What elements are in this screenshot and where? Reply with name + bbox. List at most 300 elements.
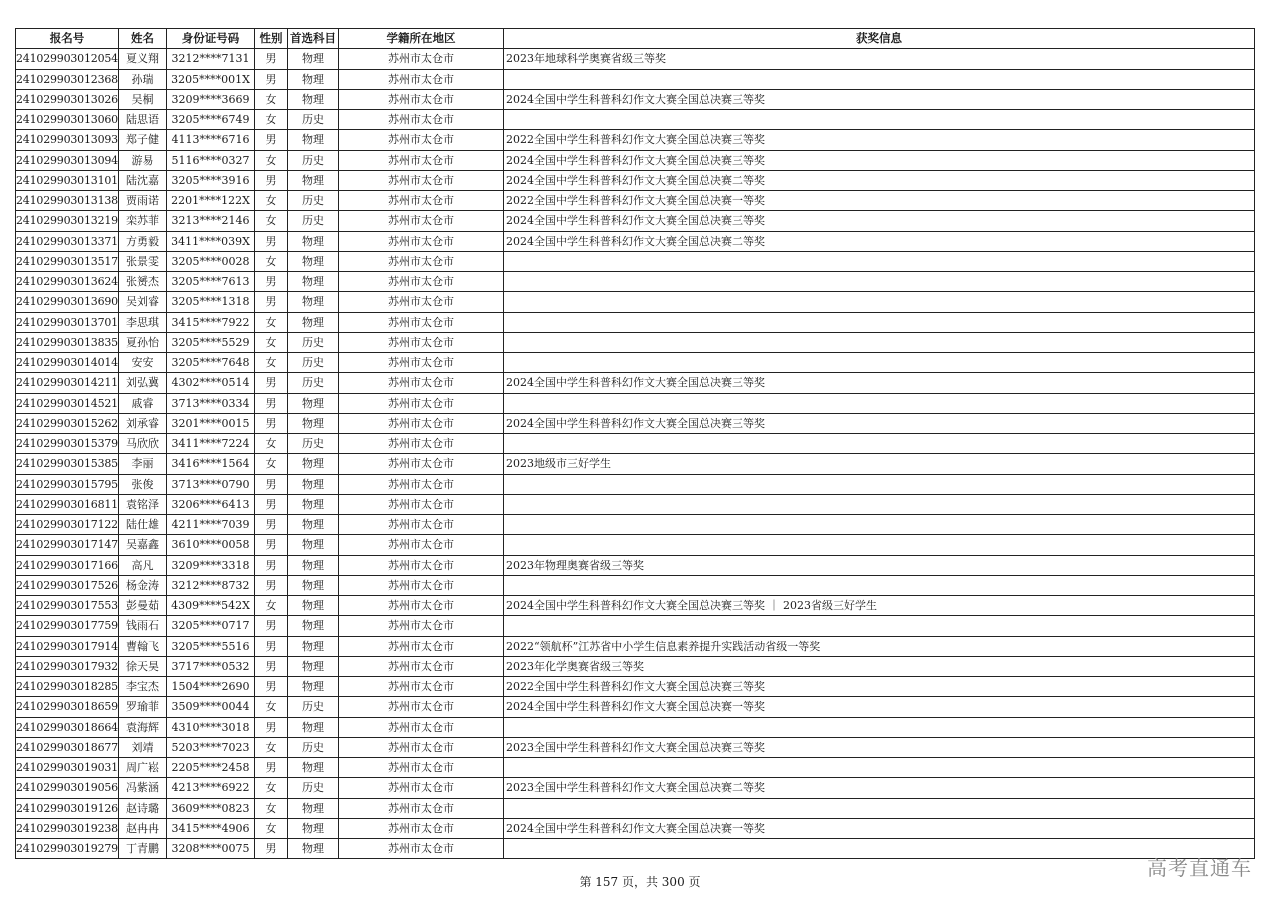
cell-id-number: 4213****6922 <box>167 778 255 798</box>
cell-gender: 女 <box>255 697 288 717</box>
cell-awards: 2022“领航杯”江苏省中小学生信息素养提升实践活动省级一等奖 <box>504 636 1255 656</box>
cell-registration-no: 241029903014521 <box>16 393 119 413</box>
cell-region: 苏州市太仓市 <box>339 454 504 474</box>
cell-id-number: 3201****0015 <box>167 413 255 433</box>
cell-awards: 2024全国中学生科普科幻作文大赛全国总决赛一等奖 <box>504 818 1255 838</box>
cell-region: 苏州市太仓市 <box>339 373 504 393</box>
cell-name: 刘靖 <box>119 737 167 757</box>
cell-id-number: 3415****7922 <box>167 312 255 332</box>
cell-gender: 男 <box>255 616 288 636</box>
table-row <box>16 292 1255 312</box>
cell-region: 苏州市太仓市 <box>339 697 504 717</box>
cell-id-number: 3717****0532 <box>167 656 255 676</box>
cell-awards: 2023全国中学生科普科幻作文大赛全国总决赛二等奖 <box>504 778 1255 798</box>
table-row <box>16 110 1255 130</box>
cell-registration-no: 241029903018659 <box>16 697 119 717</box>
results-table-container <box>15 28 1255 859</box>
cell-gender: 男 <box>255 474 288 494</box>
cell-region: 苏州市太仓市 <box>339 677 504 697</box>
cell-gender: 女 <box>255 191 288 211</box>
cell-gender: 男 <box>255 636 288 656</box>
cell-subject: 物理 <box>288 170 339 190</box>
cell-id-number: 3205****5529 <box>167 332 255 352</box>
cell-awards <box>504 110 1255 130</box>
cell-registration-no: 241029903014014 <box>16 353 119 373</box>
cell-region: 苏州市太仓市 <box>339 150 504 170</box>
cell-subject: 物理 <box>288 272 339 292</box>
cell-id-number: 3205****1318 <box>167 292 255 312</box>
table-row <box>16 272 1255 292</box>
cell-subject: 物理 <box>288 312 339 332</box>
cell-id-number: 3205****0717 <box>167 616 255 636</box>
cell-subject: 物理 <box>288 798 339 818</box>
cell-region: 苏州市太仓市 <box>339 596 504 616</box>
cell-gender: 男 <box>255 555 288 575</box>
cell-name: 陆思语 <box>119 110 167 130</box>
cell-id-number: 3713****0790 <box>167 474 255 494</box>
cell-awards <box>504 474 1255 494</box>
cell-name: 吴嘉鑫 <box>119 535 167 555</box>
cell-subject: 物理 <box>288 413 339 433</box>
cell-region: 苏州市太仓市 <box>339 393 504 413</box>
cell-awards <box>504 292 1255 312</box>
cell-name: 赵诗璐 <box>119 798 167 818</box>
cell-subject: 物理 <box>288 474 339 494</box>
cell-awards: 2023年地球科学奥赛省级三等奖 <box>504 49 1255 69</box>
cell-registration-no: 241029903017526 <box>16 575 119 595</box>
cell-region: 苏州市太仓市 <box>339 494 504 514</box>
cell-subject: 历史 <box>288 778 339 798</box>
cell-id-number: 4309****542X <box>167 596 255 616</box>
cell-id-number: 3209****3669 <box>167 89 255 109</box>
cell-name: 戚睿 <box>119 393 167 413</box>
cell-id-number: 3213****2146 <box>167 211 255 231</box>
cell-region: 苏州市太仓市 <box>339 515 504 535</box>
cell-awards: 2024全国中学生科普科幻作文大赛全国总决赛二等奖 <box>504 231 1255 251</box>
table-row <box>16 555 1255 575</box>
cell-region: 苏州市太仓市 <box>339 474 504 494</box>
cell-region: 苏州市太仓市 <box>339 717 504 737</box>
cell-registration-no: 241029903019031 <box>16 758 119 778</box>
cell-gender: 女 <box>255 353 288 373</box>
cell-region: 苏州市太仓市 <box>339 758 504 778</box>
cell-region: 苏州市太仓市 <box>339 434 504 454</box>
cell-registration-no: 241029903017147 <box>16 535 119 555</box>
cell-subject: 历史 <box>288 110 339 130</box>
cell-name: 吴刘睿 <box>119 292 167 312</box>
cell-subject: 历史 <box>288 353 339 373</box>
cell-subject: 物理 <box>288 575 339 595</box>
cell-region: 苏州市太仓市 <box>339 353 504 373</box>
cell-gender: 男 <box>255 170 288 190</box>
cell-subject: 物理 <box>288 89 339 109</box>
cell-region: 苏州市太仓市 <box>339 49 504 69</box>
cell-gender: 女 <box>255 332 288 352</box>
cell-name: 袁海辉 <box>119 717 167 737</box>
cell-id-number: 3205****7648 <box>167 353 255 373</box>
header-id-number: 身份证号码 <box>167 29 255 49</box>
cell-id-number: 3609****0823 <box>167 798 255 818</box>
cell-name: 夏义翔 <box>119 49 167 69</box>
cell-gender: 女 <box>255 211 288 231</box>
cell-awards <box>504 798 1255 818</box>
cell-region: 苏州市太仓市 <box>339 737 504 757</box>
table-row <box>16 636 1255 656</box>
cell-awards: 2023全国中学生科普科幻作文大赛全国总决赛三等奖 <box>504 737 1255 757</box>
cell-name: 孙瑞 <box>119 69 167 89</box>
cell-subject: 物理 <box>288 616 339 636</box>
cell-name: 刘承睿 <box>119 413 167 433</box>
cell-name: 杨金涛 <box>119 575 167 595</box>
table-row <box>16 130 1255 150</box>
cell-registration-no: 241029903013094 <box>16 150 119 170</box>
cell-awards <box>504 717 1255 737</box>
cell-id-number: 4211****7039 <box>167 515 255 535</box>
cell-region: 苏州市太仓市 <box>339 251 504 271</box>
cell-id-number: 3509****0044 <box>167 697 255 717</box>
cell-name: 李思琪 <box>119 312 167 332</box>
cell-subject: 历史 <box>288 697 339 717</box>
cell-registration-no: 241029903018664 <box>16 717 119 737</box>
cell-awards: 2024全国中学生科普科幻作文大赛全国总决赛三等奖 ｜ 2023省级三好学生 <box>504 596 1255 616</box>
cell-name: 方勇毅 <box>119 231 167 251</box>
table-row <box>16 758 1255 778</box>
cell-region: 苏州市太仓市 <box>339 292 504 312</box>
cell-region: 苏州市太仓市 <box>339 191 504 211</box>
cell-subject: 历史 <box>288 150 339 170</box>
cell-region: 苏州市太仓市 <box>339 89 504 109</box>
cell-name: 罗瑜菲 <box>119 697 167 717</box>
cell-name: 郑子健 <box>119 130 167 150</box>
cell-registration-no: 241029903013690 <box>16 292 119 312</box>
cell-gender: 男 <box>255 373 288 393</box>
cell-region: 苏州市太仓市 <box>339 130 504 150</box>
cell-id-number: 3205****7613 <box>167 272 255 292</box>
table-row <box>16 494 1255 514</box>
cell-awards: 2022全国中学生科普科幻作文大赛全国总决赛三等奖 <box>504 677 1255 697</box>
table-row <box>16 211 1255 231</box>
cell-id-number: 3209****3318 <box>167 555 255 575</box>
cell-id-number: 3205****001X <box>167 69 255 89</box>
cell-registration-no: 241029903013371 <box>16 231 119 251</box>
cell-name: 游易 <box>119 150 167 170</box>
cell-awards: 2024全国中学生科普科幻作文大赛全国总决赛三等奖 <box>504 150 1255 170</box>
table-header-row <box>16 29 1255 49</box>
cell-registration-no: 241029903013093 <box>16 130 119 150</box>
cell-awards: 2024全国中学生科普科幻作文大赛全国总决赛三等奖 <box>504 373 1255 393</box>
cell-subject: 历史 <box>288 737 339 757</box>
cell-registration-no: 241029903013701 <box>16 312 119 332</box>
cell-name: 李丽 <box>119 454 167 474</box>
cell-registration-no: 241029903014211 <box>16 373 119 393</box>
table-row <box>16 677 1255 697</box>
cell-subject: 物理 <box>288 555 339 575</box>
cell-gender: 男 <box>255 758 288 778</box>
table-row <box>16 312 1255 332</box>
cell-gender: 女 <box>255 150 288 170</box>
cell-name: 张俊 <box>119 474 167 494</box>
cell-subject: 历史 <box>288 332 339 352</box>
cell-awards <box>504 353 1255 373</box>
header-name: 姓名 <box>119 29 167 49</box>
cell-awards: 2024全国中学生科普科幻作文大赛全国总决赛三等奖 <box>504 211 1255 231</box>
cell-awards <box>504 515 1255 535</box>
cell-region: 苏州市太仓市 <box>339 616 504 636</box>
cell-region: 苏州市太仓市 <box>339 69 504 89</box>
cell-subject: 物理 <box>288 717 339 737</box>
cell-awards <box>504 434 1255 454</box>
cell-region: 苏州市太仓市 <box>339 170 504 190</box>
cell-subject: 物理 <box>288 49 339 69</box>
cell-name: 陆沈嘉 <box>119 170 167 190</box>
cell-awards <box>504 393 1255 413</box>
cell-id-number: 5116****0327 <box>167 150 255 170</box>
table-row <box>16 231 1255 251</box>
cell-subject: 历史 <box>288 434 339 454</box>
cell-name: 张景雯 <box>119 251 167 271</box>
cell-name: 李宝杰 <box>119 677 167 697</box>
cell-registration-no: 241029903013624 <box>16 272 119 292</box>
cell-awards: 2023年物理奥赛省级三等奖 <box>504 555 1255 575</box>
cell-registration-no: 241029903015385 <box>16 454 119 474</box>
table-row <box>16 251 1255 271</box>
cell-id-number: 3205****5516 <box>167 636 255 656</box>
cell-registration-no: 241029903012054 <box>16 49 119 69</box>
cell-awards <box>504 535 1255 555</box>
cell-awards <box>504 616 1255 636</box>
cell-subject: 物理 <box>288 636 339 656</box>
table-row <box>16 89 1255 109</box>
cell-registration-no: 241029903019056 <box>16 778 119 798</box>
cell-id-number: 3205****3916 <box>167 170 255 190</box>
cell-gender: 女 <box>255 454 288 474</box>
cell-awards: 2023年化学奥赛省级三等奖 <box>504 656 1255 676</box>
cell-region: 苏州市太仓市 <box>339 818 504 838</box>
table-row <box>16 596 1255 616</box>
cell-awards <box>504 69 1255 89</box>
page-footer: 第 157 页，共 300 页 <box>579 875 701 889</box>
watermark: 高考直通车 <box>1147 856 1252 880</box>
cell-name: 吴桐 <box>119 89 167 109</box>
cell-registration-no: 241029903017932 <box>16 656 119 676</box>
cell-gender: 男 <box>255 413 288 433</box>
cell-awards: 2024全国中学生科普科幻作文大赛全国总决赛一等奖 <box>504 697 1255 717</box>
cell-region: 苏州市太仓市 <box>339 636 504 656</box>
table-row <box>16 656 1255 676</box>
cell-name: 钱雨石 <box>119 616 167 636</box>
cell-gender: 男 <box>255 130 288 150</box>
header-awards: 获奖信息 <box>504 29 1255 49</box>
cell-subject: 历史 <box>288 373 339 393</box>
cell-gender: 女 <box>255 818 288 838</box>
cell-gender: 男 <box>255 839 288 859</box>
cell-registration-no: 241029903013060 <box>16 110 119 130</box>
cell-subject: 物理 <box>288 839 339 859</box>
cell-region: 苏州市太仓市 <box>339 211 504 231</box>
cell-registration-no: 241029903013101 <box>16 170 119 190</box>
cell-gender: 男 <box>255 717 288 737</box>
cell-id-number: 3411****039X <box>167 231 255 251</box>
table-row <box>16 737 1255 757</box>
cell-registration-no: 241029903013517 <box>16 251 119 271</box>
table-row <box>16 798 1255 818</box>
cell-name: 赵冉冉 <box>119 818 167 838</box>
cell-region: 苏州市太仓市 <box>339 413 504 433</box>
table-row <box>16 697 1255 717</box>
cell-name: 曹翰飞 <box>119 636 167 656</box>
table-row <box>16 839 1255 859</box>
cell-subject: 历史 <box>288 191 339 211</box>
cell-name: 栾苏菲 <box>119 211 167 231</box>
cell-subject: 物理 <box>288 251 339 271</box>
cell-awards: 2022全国中学生科普科幻作文大赛全国总决赛三等奖 <box>504 130 1255 150</box>
cell-awards <box>504 312 1255 332</box>
cell-registration-no: 241029903017122 <box>16 515 119 535</box>
cell-name: 周广崧 <box>119 758 167 778</box>
cell-region: 苏州市太仓市 <box>339 798 504 818</box>
cell-registration-no: 241029903019238 <box>16 818 119 838</box>
cell-region: 苏州市太仓市 <box>339 555 504 575</box>
table-row <box>16 535 1255 555</box>
cell-name: 彭曼茹 <box>119 596 167 616</box>
cell-awards <box>504 332 1255 352</box>
cell-id-number: 4113****6716 <box>167 130 255 150</box>
cell-subject: 物理 <box>288 515 339 535</box>
cell-region: 苏州市太仓市 <box>339 656 504 676</box>
cell-registration-no: 241029903013026 <box>16 89 119 109</box>
cell-gender: 男 <box>255 656 288 676</box>
cell-name: 丁青鹏 <box>119 839 167 859</box>
cell-id-number: 3205****0028 <box>167 251 255 271</box>
cell-gender: 男 <box>255 677 288 697</box>
cell-awards: 2024全国中学生科普科幻作文大赛全国总决赛二等奖 <box>504 170 1255 190</box>
cell-gender: 男 <box>255 49 288 69</box>
cell-registration-no: 241029903013219 <box>16 211 119 231</box>
cell-subject: 物理 <box>288 69 339 89</box>
table-row <box>16 474 1255 494</box>
cell-gender: 女 <box>255 89 288 109</box>
cell-id-number: 2205****2458 <box>167 758 255 778</box>
table-row <box>16 150 1255 170</box>
cell-subject: 物理 <box>288 535 339 555</box>
cell-id-number: 3206****6413 <box>167 494 255 514</box>
cell-region: 苏州市太仓市 <box>339 110 504 130</box>
cell-gender: 女 <box>255 596 288 616</box>
cell-subject: 物理 <box>288 494 339 514</box>
table-row <box>16 454 1255 474</box>
header-region: 学籍所在地区 <box>339 29 504 49</box>
cell-registration-no: 241029903019126 <box>16 798 119 818</box>
cell-subject: 物理 <box>288 656 339 676</box>
table-row <box>16 353 1255 373</box>
cell-awards: 2022全国中学生科普科幻作文大赛全国总决赛一等奖 <box>504 191 1255 211</box>
cell-name: 马欣欣 <box>119 434 167 454</box>
cell-region: 苏州市太仓市 <box>339 332 504 352</box>
cell-subject: 物理 <box>288 292 339 312</box>
cell-id-number: 4302****0514 <box>167 373 255 393</box>
cell-awards <box>504 494 1255 514</box>
cell-id-number: 3416****1564 <box>167 454 255 474</box>
table-row <box>16 413 1255 433</box>
cell-subject: 物理 <box>288 454 339 474</box>
cell-subject: 物理 <box>288 677 339 697</box>
cell-region: 苏州市太仓市 <box>339 575 504 595</box>
cell-gender: 女 <box>255 798 288 818</box>
cell-id-number: 3212****7131 <box>167 49 255 69</box>
cell-gender: 男 <box>255 292 288 312</box>
table-row <box>16 191 1255 211</box>
cell-registration-no: 241029903012368 <box>16 69 119 89</box>
cell-registration-no: 241029903015262 <box>16 413 119 433</box>
cell-name: 徐天昊 <box>119 656 167 676</box>
table-row <box>16 616 1255 636</box>
cell-awards <box>504 758 1255 778</box>
header-gender: 性别 <box>255 29 288 49</box>
cell-gender: 女 <box>255 312 288 332</box>
cell-gender: 女 <box>255 778 288 798</box>
table-row <box>16 332 1255 352</box>
cell-region: 苏州市太仓市 <box>339 839 504 859</box>
cell-registration-no: 241029903015379 <box>16 434 119 454</box>
cell-subject: 物理 <box>288 818 339 838</box>
cell-id-number: 3415****4906 <box>167 818 255 838</box>
table-row <box>16 778 1255 798</box>
table-row <box>16 434 1255 454</box>
header-subject: 首选科目 <box>288 29 339 49</box>
table-row <box>16 575 1255 595</box>
cell-id-number: 3208****0075 <box>167 839 255 859</box>
cell-name: 安安 <box>119 353 167 373</box>
cell-registration-no: 241029903017166 <box>16 555 119 575</box>
table-row <box>16 69 1255 89</box>
cell-name: 高凡 <box>119 555 167 575</box>
cell-gender: 男 <box>255 393 288 413</box>
cell-gender: 男 <box>255 535 288 555</box>
cell-awards <box>504 575 1255 595</box>
cell-gender: 女 <box>255 251 288 271</box>
cell-gender: 男 <box>255 575 288 595</box>
cell-region: 苏州市太仓市 <box>339 231 504 251</box>
cell-awards: 2024全国中学生科普科幻作文大赛全国总决赛三等奖 <box>504 89 1255 109</box>
cell-region: 苏州市太仓市 <box>339 535 504 555</box>
cell-region: 苏州市太仓市 <box>339 312 504 332</box>
cell-name: 贾雨诺 <box>119 191 167 211</box>
cell-registration-no: 241029903018677 <box>16 737 119 757</box>
cell-registration-no: 241029903016811 <box>16 494 119 514</box>
cell-id-number: 3713****0334 <box>167 393 255 413</box>
cell-name: 张赟杰 <box>119 272 167 292</box>
cell-awards <box>504 251 1255 271</box>
cell-registration-no: 241029903015795 <box>16 474 119 494</box>
cell-gender: 男 <box>255 69 288 89</box>
cell-region: 苏州市太仓市 <box>339 272 504 292</box>
cell-subject: 物理 <box>288 231 339 251</box>
cell-awards: 2024全国中学生科普科幻作文大赛全国总决赛三等奖 <box>504 413 1255 433</box>
cell-awards <box>504 839 1255 859</box>
table-row <box>16 170 1255 190</box>
cell-name: 夏孙怡 <box>119 332 167 352</box>
cell-registration-no: 241029903018285 <box>16 677 119 697</box>
cell-gender: 男 <box>255 272 288 292</box>
table-row <box>16 515 1255 535</box>
cell-registration-no: 241029903019279 <box>16 839 119 859</box>
cell-gender: 女 <box>255 110 288 130</box>
cell-id-number: 3411****7224 <box>167 434 255 454</box>
header-registration-no: 报名号 <box>16 29 119 49</box>
table-row <box>16 818 1255 838</box>
table-row <box>16 393 1255 413</box>
cell-registration-no: 241029903017914 <box>16 636 119 656</box>
